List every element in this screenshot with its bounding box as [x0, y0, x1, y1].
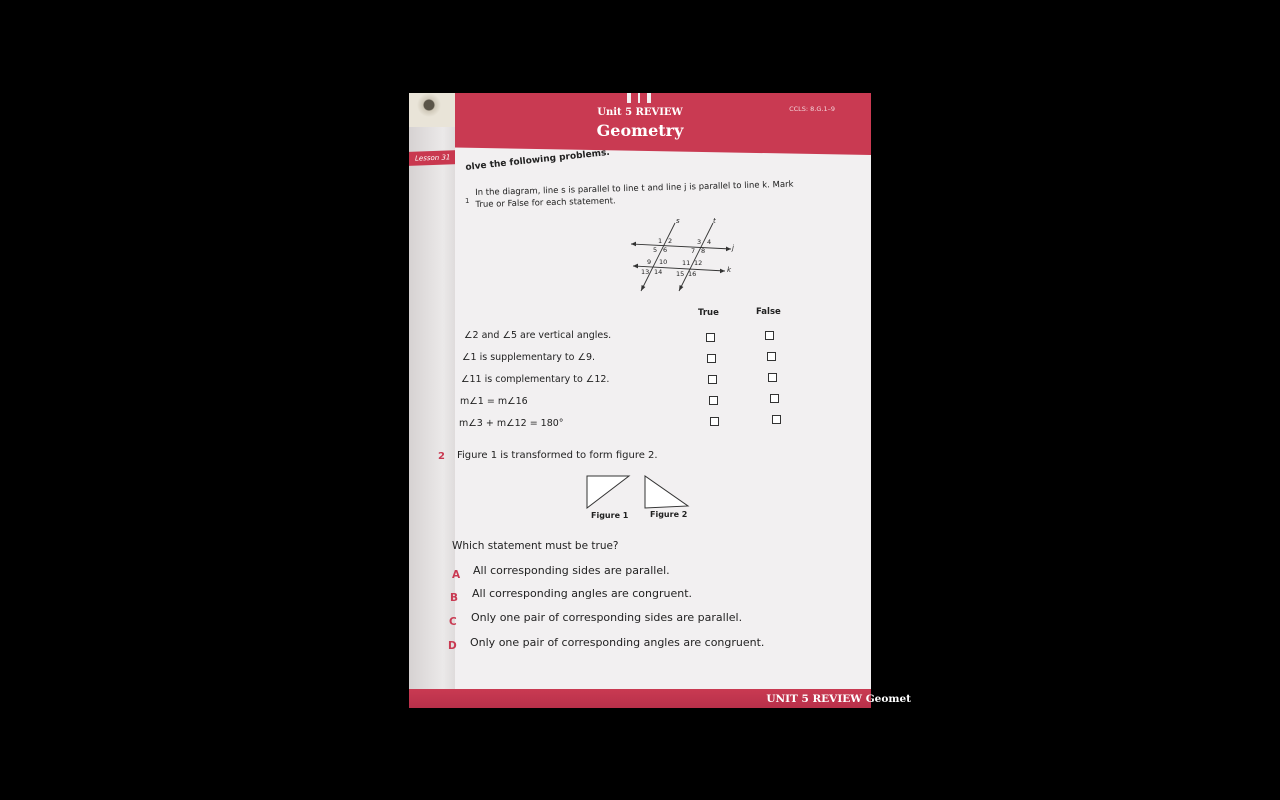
option-a-text[interactable]: All corresponding sides are parallel. [473, 564, 670, 577]
page-content [438, 93, 871, 708]
arrow-t-icon [679, 285, 683, 291]
false-header: False [756, 307, 781, 317]
statement-2: ∠1 is supplementary to ∠9. [462, 352, 596, 363]
angle-13: 13 [641, 268, 650, 276]
figure-1-label: Figure 1 [591, 511, 629, 520]
angle-9: 9 [647, 258, 652, 266]
arrow-s-icon [641, 285, 645, 291]
true-checkbox-3[interactable] [708, 375, 717, 384]
unit-label: Unit 5 REVIEW [597, 107, 683, 118]
option-d-text[interactable]: Only one pair of corresponding angles are congruent. [470, 636, 765, 649]
angle-16: 16 [688, 270, 697, 278]
angle-1: 1 [658, 237, 663, 245]
instructions: olve the following problems. [465, 147, 611, 173]
label-j: j [732, 244, 734, 252]
option-c-letter: C [449, 616, 457, 628]
page-footer: UNIT 5 REVIEW Geomet [766, 693, 911, 705]
false-checkbox-5[interactable] [772, 415, 781, 424]
question-2-number: 2 [438, 451, 445, 462]
transformation-figures [585, 473, 695, 513]
line-s [641, 223, 675, 291]
line-j [631, 244, 731, 249]
false-checkbox-1[interactable] [765, 331, 774, 340]
ccls-label: CCLS: 8.G.1–9 [789, 105, 835, 113]
angle-10: 10 [659, 258, 668, 266]
angle-15: 15 [676, 270, 685, 278]
unit-title: Geometry [596, 121, 684, 140]
lesson-tab: Lesson 31 [409, 150, 457, 166]
angle-6: 6 [663, 246, 668, 254]
option-d-letter: D [448, 640, 457, 652]
label-t: t [713, 217, 716, 225]
angle-5: 5 [653, 246, 658, 254]
false-checkbox-2[interactable] [767, 352, 776, 361]
parallel-lines-diagram [627, 219, 737, 295]
arrow-j-icon [726, 247, 731, 252]
true-checkbox-2[interactable] [707, 354, 716, 363]
angle-4: 4 [707, 238, 712, 246]
angle-11: 11 [682, 259, 691, 267]
angle-3: 3 [697, 238, 702, 246]
statement-1: ∠2 and ∠5 are vertical angles. [464, 330, 612, 341]
arrow-k-icon [720, 269, 725, 274]
angle-12: 12 [694, 259, 703, 267]
textbook-page [438, 93, 871, 708]
label-k: k [727, 266, 732, 274]
angle-2: 2 [668, 237, 673, 245]
label-s: s [676, 217, 680, 225]
true-header: True [698, 308, 719, 318]
option-c-text[interactable]: Only one pair of corresponding sides are parallel. [471, 611, 743, 624]
false-checkbox-3[interactable] [768, 373, 777, 382]
true-checkbox-5[interactable] [710, 417, 719, 426]
true-checkbox-4[interactable] [709, 396, 718, 405]
option-a-letter: A [452, 569, 461, 581]
line-t [679, 223, 713, 291]
textbook-photo [409, 93, 911, 708]
statement-3: ∠11 is complementary to ∠12. [461, 374, 610, 385]
question-1-text: In the diagram, line s is parallel to line t and line j is parallel to line k. Mark True or False for each statement. [475, 179, 794, 210]
false-checkbox-4[interactable] [770, 394, 779, 403]
arrow-k-left-icon [633, 264, 638, 269]
option-b-letter: B [450, 592, 459, 604]
angle-7: 7 [691, 247, 696, 255]
question-2-prompt: Which statement must be true? [452, 540, 619, 552]
question-2-text: Figure 1 is transformed to form figure 2. [457, 450, 658, 461]
arrow-j-left-icon [631, 242, 636, 247]
question-1-number: 1 [465, 197, 470, 205]
option-b-text[interactable]: All corresponding angles are congruent. [472, 587, 692, 600]
figure-2-triangle [645, 476, 688, 508]
statement-4: m∠1 = m∠16 [460, 396, 528, 407]
angle-8: 8 [701, 247, 706, 255]
statement-5: m∠3 + m∠12 = 180° [459, 418, 564, 429]
figure-1-triangle [587, 476, 629, 508]
angle-14: 14 [654, 268, 663, 276]
true-checkbox-1[interactable] [706, 333, 715, 342]
figure-2-label: Figure 2 [650, 510, 688, 519]
